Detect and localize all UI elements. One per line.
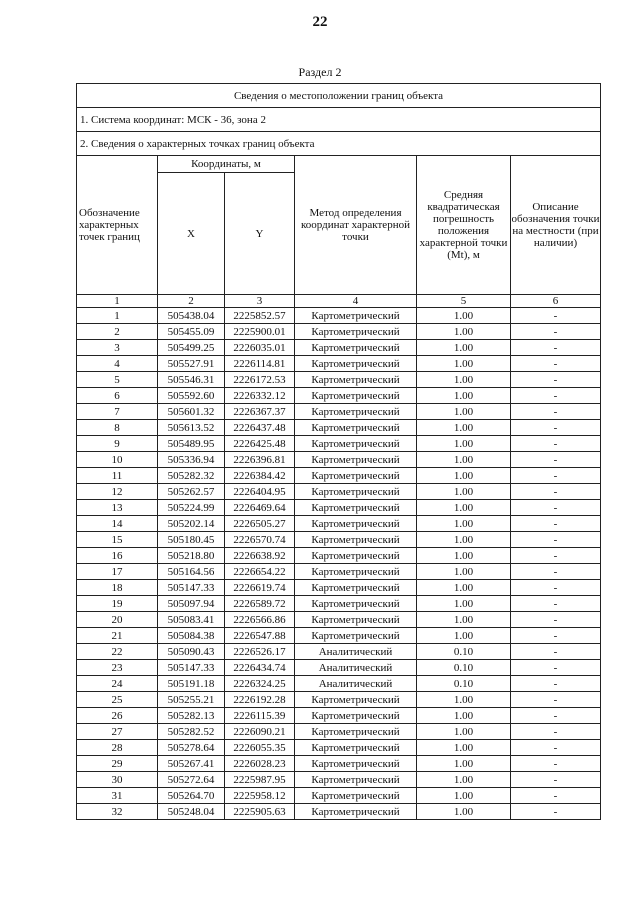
table-row xyxy=(77,340,601,356)
method-cell: Картометрический xyxy=(295,612,417,628)
coord-y-cell: 2226570.74 xyxy=(225,532,295,548)
table-row xyxy=(77,324,601,340)
method-cell: Картометрический xyxy=(295,436,417,452)
point-id-cell: 25 xyxy=(77,692,158,708)
description-cell: - xyxy=(511,596,601,612)
table-row xyxy=(77,596,601,612)
error-cell: 1.00 xyxy=(417,756,511,772)
coord-x-cell: 505527.91 xyxy=(158,356,225,372)
table-row xyxy=(77,404,601,420)
coord-x-cell: 505278.64 xyxy=(158,740,225,756)
method-cell: Картометрический xyxy=(295,468,417,484)
coord-x-cell: 505267.41 xyxy=(158,756,225,772)
header-designation: Обозначение характерных точек границ xyxy=(77,156,158,295)
coord-x-cell: 505147.33 xyxy=(158,580,225,596)
method-cell: Картометрический xyxy=(295,420,417,436)
header-y: Y xyxy=(225,173,295,295)
description-cell: - xyxy=(511,676,601,692)
method-cell: Картометрический xyxy=(295,756,417,772)
column-number: 6 xyxy=(511,295,601,308)
description-cell: - xyxy=(511,724,601,740)
point-id-cell: 17 xyxy=(77,564,158,580)
description-cell: - xyxy=(511,436,601,452)
method-cell: Картометрический xyxy=(295,708,417,724)
point-id-cell: 24 xyxy=(77,676,158,692)
description-cell: - xyxy=(511,356,601,372)
table-row xyxy=(77,724,601,740)
coord-x-cell: 505083.41 xyxy=(158,612,225,628)
error-cell: 1.00 xyxy=(417,404,511,420)
error-cell: 1.00 xyxy=(417,692,511,708)
table-row xyxy=(77,580,601,596)
description-cell: - xyxy=(511,788,601,804)
error-cell: 1.00 xyxy=(417,436,511,452)
point-id-cell: 26 xyxy=(77,708,158,724)
error-cell: 1.00 xyxy=(417,580,511,596)
error-cell: 1.00 xyxy=(417,772,511,788)
point-id-cell: 29 xyxy=(77,756,158,772)
coord-y-cell: 2226367.37 xyxy=(225,404,295,420)
column-number: 4 xyxy=(295,295,417,308)
coord-y-cell: 2226035.01 xyxy=(225,340,295,356)
coord-system: 1. Система координат: МСК - 36, зона 2 xyxy=(77,108,601,132)
coord-x-cell: 505264.70 xyxy=(158,788,225,804)
table-row xyxy=(77,708,601,724)
description-cell: - xyxy=(511,516,601,532)
error-cell: 1.00 xyxy=(417,788,511,804)
coord-x-cell: 505218.80 xyxy=(158,548,225,564)
error-cell: 1.00 xyxy=(417,372,511,388)
point-id-cell: 9 xyxy=(77,436,158,452)
table-row xyxy=(77,388,601,404)
column-number: 1 xyxy=(77,295,158,308)
coord-y-cell: 2226526.17 xyxy=(225,644,295,660)
description-cell: - xyxy=(511,612,601,628)
method-cell: Аналитический xyxy=(295,660,417,676)
table-row xyxy=(77,644,601,660)
point-id-cell: 28 xyxy=(77,740,158,756)
error-cell: 1.00 xyxy=(417,340,511,356)
point-id-cell: 31 xyxy=(77,788,158,804)
description-cell: - xyxy=(511,452,601,468)
column-number: 2 xyxy=(158,295,225,308)
error-cell: 1.00 xyxy=(417,628,511,644)
point-id-cell: 18 xyxy=(77,580,158,596)
point-id-cell: 3 xyxy=(77,340,158,356)
table-row xyxy=(77,676,601,692)
description-cell: - xyxy=(511,484,601,500)
coord-y-cell: 2226619.74 xyxy=(225,580,295,596)
coord-x-cell: 505180.45 xyxy=(158,532,225,548)
coord-x-cell: 505601.32 xyxy=(158,404,225,420)
coord-y-cell: 2226469.64 xyxy=(225,500,295,516)
boundary-points-table xyxy=(76,83,601,820)
coord-y-cell: 2226172.53 xyxy=(225,372,295,388)
coord-y-cell: 2226654.22 xyxy=(225,564,295,580)
coord-x-cell: 505489.95 xyxy=(158,436,225,452)
error-cell: 1.00 xyxy=(417,596,511,612)
error-cell: 1.00 xyxy=(417,740,511,756)
description-cell: - xyxy=(511,372,601,388)
method-cell: Картометрический xyxy=(295,404,417,420)
table-row xyxy=(77,692,601,708)
method-cell: Картометрический xyxy=(295,804,417,820)
error-cell: 1.00 xyxy=(417,388,511,404)
method-cell: Картометрический xyxy=(295,500,417,516)
point-id-cell: 20 xyxy=(77,612,158,628)
point-id-cell: 5 xyxy=(77,372,158,388)
header-coordinates: Координаты, м xyxy=(158,156,295,173)
table-row xyxy=(77,436,601,452)
description-cell: - xyxy=(511,548,601,564)
description-cell: - xyxy=(511,740,601,756)
description-cell: - xyxy=(511,628,601,644)
coord-x-cell: 505438.04 xyxy=(158,308,225,324)
table-row xyxy=(77,484,601,500)
coord-x-cell: 505592.60 xyxy=(158,388,225,404)
point-id-cell: 8 xyxy=(77,420,158,436)
error-cell: 0.10 xyxy=(417,676,511,692)
coord-x-cell: 505282.32 xyxy=(158,468,225,484)
method-cell: Картометрический xyxy=(295,548,417,564)
coord-y-cell: 2226192.28 xyxy=(225,692,295,708)
coord-x-cell: 505499.25 xyxy=(158,340,225,356)
error-cell: 1.00 xyxy=(417,708,511,724)
table-row xyxy=(77,516,601,532)
point-id-cell: 12 xyxy=(77,484,158,500)
description-cell: - xyxy=(511,532,601,548)
error-cell: 1.00 xyxy=(417,500,511,516)
method-cell: Картометрический xyxy=(295,356,417,372)
coord-x-cell: 505455.09 xyxy=(158,324,225,340)
description-cell: - xyxy=(511,708,601,724)
coord-y-cell: 2226505.27 xyxy=(225,516,295,532)
error-cell: 1.00 xyxy=(417,420,511,436)
table-row xyxy=(77,468,601,484)
coord-x-cell: 505282.52 xyxy=(158,724,225,740)
point-id-cell: 19 xyxy=(77,596,158,612)
table-row xyxy=(77,804,601,820)
error-cell: 1.00 xyxy=(417,564,511,580)
section-label: Раздел 2 xyxy=(298,65,342,79)
coord-y-cell: 2226028.23 xyxy=(225,756,295,772)
description-cell: - xyxy=(511,500,601,516)
description-cell: - xyxy=(511,660,601,676)
table-row xyxy=(77,740,601,756)
error-cell: 1.00 xyxy=(417,324,511,340)
description-cell: - xyxy=(511,804,601,820)
method-cell: Картометрический xyxy=(295,596,417,612)
point-id-cell: 13 xyxy=(77,500,158,516)
coord-y-cell: 2225852.57 xyxy=(225,308,295,324)
coord-x-cell: 505546.31 xyxy=(158,372,225,388)
error-cell: 1.00 xyxy=(417,804,511,820)
description-cell: - xyxy=(511,404,601,420)
table-row xyxy=(77,372,601,388)
coord-x-cell: 505272.64 xyxy=(158,772,225,788)
method-cell: Картометрический xyxy=(295,724,417,740)
point-id-cell: 22 xyxy=(77,644,158,660)
error-cell: 1.00 xyxy=(417,452,511,468)
description-cell: - xyxy=(511,468,601,484)
table-row xyxy=(77,500,601,516)
table-row xyxy=(77,660,601,676)
coord-x-cell: 505097.94 xyxy=(158,596,225,612)
method-cell: Картометрический xyxy=(295,628,417,644)
description-cell: - xyxy=(511,324,601,340)
error-cell: 0.10 xyxy=(417,644,511,660)
method-cell: Картометрический xyxy=(295,388,417,404)
point-id-cell: 32 xyxy=(77,804,158,820)
method-cell: Картометрический xyxy=(295,580,417,596)
coord-y-cell: 2226437.48 xyxy=(225,420,295,436)
coord-y-cell: 2226384.42 xyxy=(225,468,295,484)
point-id-cell: 14 xyxy=(77,516,158,532)
coord-x-cell: 505147.33 xyxy=(158,660,225,676)
coord-x-cell: 505262.57 xyxy=(158,484,225,500)
table-row xyxy=(77,788,601,804)
table-row xyxy=(77,772,601,788)
error-cell: 1.00 xyxy=(417,612,511,628)
coord-x-cell: 505090.43 xyxy=(158,644,225,660)
description-cell: - xyxy=(511,340,601,356)
error-cell: 1.00 xyxy=(417,532,511,548)
error-cell: 1.00 xyxy=(417,548,511,564)
coord-x-cell: 505202.14 xyxy=(158,516,225,532)
error-cell: 1.00 xyxy=(417,484,511,500)
column-number: 3 xyxy=(225,295,295,308)
coord-x-cell: 505191.18 xyxy=(158,676,225,692)
coord-y-cell: 2225958.12 xyxy=(225,788,295,804)
method-cell: Картометрический xyxy=(295,484,417,500)
method-cell: Картометрический xyxy=(295,324,417,340)
description-cell: - xyxy=(511,772,601,788)
coord-y-cell: 2226638.92 xyxy=(225,548,295,564)
error-cell: 1.00 xyxy=(417,516,511,532)
coord-x-cell: 505336.94 xyxy=(158,452,225,468)
method-cell: Аналитический xyxy=(295,676,417,692)
coord-y-cell: 2225900.01 xyxy=(225,324,295,340)
coord-y-cell: 2226396.81 xyxy=(225,452,295,468)
method-cell: Картометрический xyxy=(295,692,417,708)
point-id-cell: 23 xyxy=(77,660,158,676)
error-cell: 0.10 xyxy=(417,660,511,676)
coord-y-cell: 2226589.72 xyxy=(225,596,295,612)
coord-y-cell: 2225905.63 xyxy=(225,804,295,820)
coord-y-cell: 2226434.74 xyxy=(225,660,295,676)
point-id-cell: 27 xyxy=(77,724,158,740)
error-cell: 1.00 xyxy=(417,468,511,484)
table-row xyxy=(77,308,601,324)
method-cell: Аналитический xyxy=(295,644,417,660)
header-method: Метод определения координат характерной точки xyxy=(295,156,417,295)
error-cell: 1.00 xyxy=(417,356,511,372)
method-cell: Картометрический xyxy=(295,516,417,532)
description-cell: - xyxy=(511,580,601,596)
description-cell: - xyxy=(511,644,601,660)
point-id-cell: 16 xyxy=(77,548,158,564)
description-cell: - xyxy=(511,420,601,436)
coord-x-cell: 505084.38 xyxy=(158,628,225,644)
table-row xyxy=(77,420,601,436)
coord-y-cell: 2226425.48 xyxy=(225,436,295,452)
coord-x-cell: 505613.52 xyxy=(158,420,225,436)
point-id-cell: 10 xyxy=(77,452,158,468)
error-cell: 1.00 xyxy=(417,724,511,740)
table-row xyxy=(77,452,601,468)
method-cell: Картометрический xyxy=(295,340,417,356)
point-id-cell: 2 xyxy=(77,324,158,340)
header-description: Описание обозначения точки на местности (при наличии) xyxy=(511,156,601,295)
header-x: X xyxy=(158,173,225,295)
point-id-cell: 7 xyxy=(77,404,158,420)
point-id-cell: 21 xyxy=(77,628,158,644)
method-cell: Картометрический xyxy=(295,740,417,756)
coord-y-cell: 2226324.25 xyxy=(225,676,295,692)
method-cell: Картометрический xyxy=(295,564,417,580)
coord-x-cell: 505255.21 xyxy=(158,692,225,708)
points-info: 2. Сведения о характерных точках границ объекта xyxy=(77,132,601,156)
table-title: Сведения о местоположении границ объекта xyxy=(77,84,601,108)
points-body xyxy=(77,308,601,820)
point-id-cell: 30 xyxy=(77,772,158,788)
coord-y-cell: 2226332.12 xyxy=(225,388,295,404)
column-number: 5 xyxy=(417,295,511,308)
table-row xyxy=(77,612,601,628)
table-row xyxy=(77,564,601,580)
coord-y-cell: 2226404.95 xyxy=(225,484,295,500)
coord-y-cell: 2226547.88 xyxy=(225,628,295,644)
method-cell: Картометрический xyxy=(295,308,417,324)
table-row xyxy=(77,548,601,564)
page-number: 22 xyxy=(312,14,328,30)
method-cell: Картометрический xyxy=(295,532,417,548)
description-cell: - xyxy=(511,308,601,324)
method-cell: Картометрический xyxy=(295,372,417,388)
description-cell: - xyxy=(511,756,601,772)
point-id-cell: 1 xyxy=(77,308,158,324)
table-row xyxy=(77,628,601,644)
description-cell: - xyxy=(511,388,601,404)
coord-x-cell: 505248.04 xyxy=(158,804,225,820)
coord-y-cell: 2225987.95 xyxy=(225,772,295,788)
table-row xyxy=(77,356,601,372)
coord-x-cell: 505164.56 xyxy=(158,564,225,580)
column-numbers-row xyxy=(77,295,601,308)
description-cell: - xyxy=(511,692,601,708)
point-id-cell: 4 xyxy=(77,356,158,372)
table-row xyxy=(77,756,601,772)
point-id-cell: 15 xyxy=(77,532,158,548)
description-cell: - xyxy=(511,564,601,580)
point-id-cell: 6 xyxy=(77,388,158,404)
point-id-cell: 11 xyxy=(77,468,158,484)
coord-y-cell: 2226114.81 xyxy=(225,356,295,372)
method-cell: Картометрический xyxy=(295,788,417,804)
coord-x-cell: 505224.99 xyxy=(158,500,225,516)
coord-y-cell: 2226055.35 xyxy=(225,740,295,756)
header-error: Средняя квадратическая погрешность положения характерной точки (Mt), м xyxy=(417,156,511,295)
table-row xyxy=(77,532,601,548)
error-cell: 1.00 xyxy=(417,308,511,324)
coord-y-cell: 2226090.21 xyxy=(225,724,295,740)
method-cell: Картометрический xyxy=(295,452,417,468)
coord-y-cell: 2226115.39 xyxy=(225,708,295,724)
coord-y-cell: 2226566.86 xyxy=(225,612,295,628)
coord-x-cell: 505282.13 xyxy=(158,708,225,724)
method-cell: Картометрический xyxy=(295,772,417,788)
